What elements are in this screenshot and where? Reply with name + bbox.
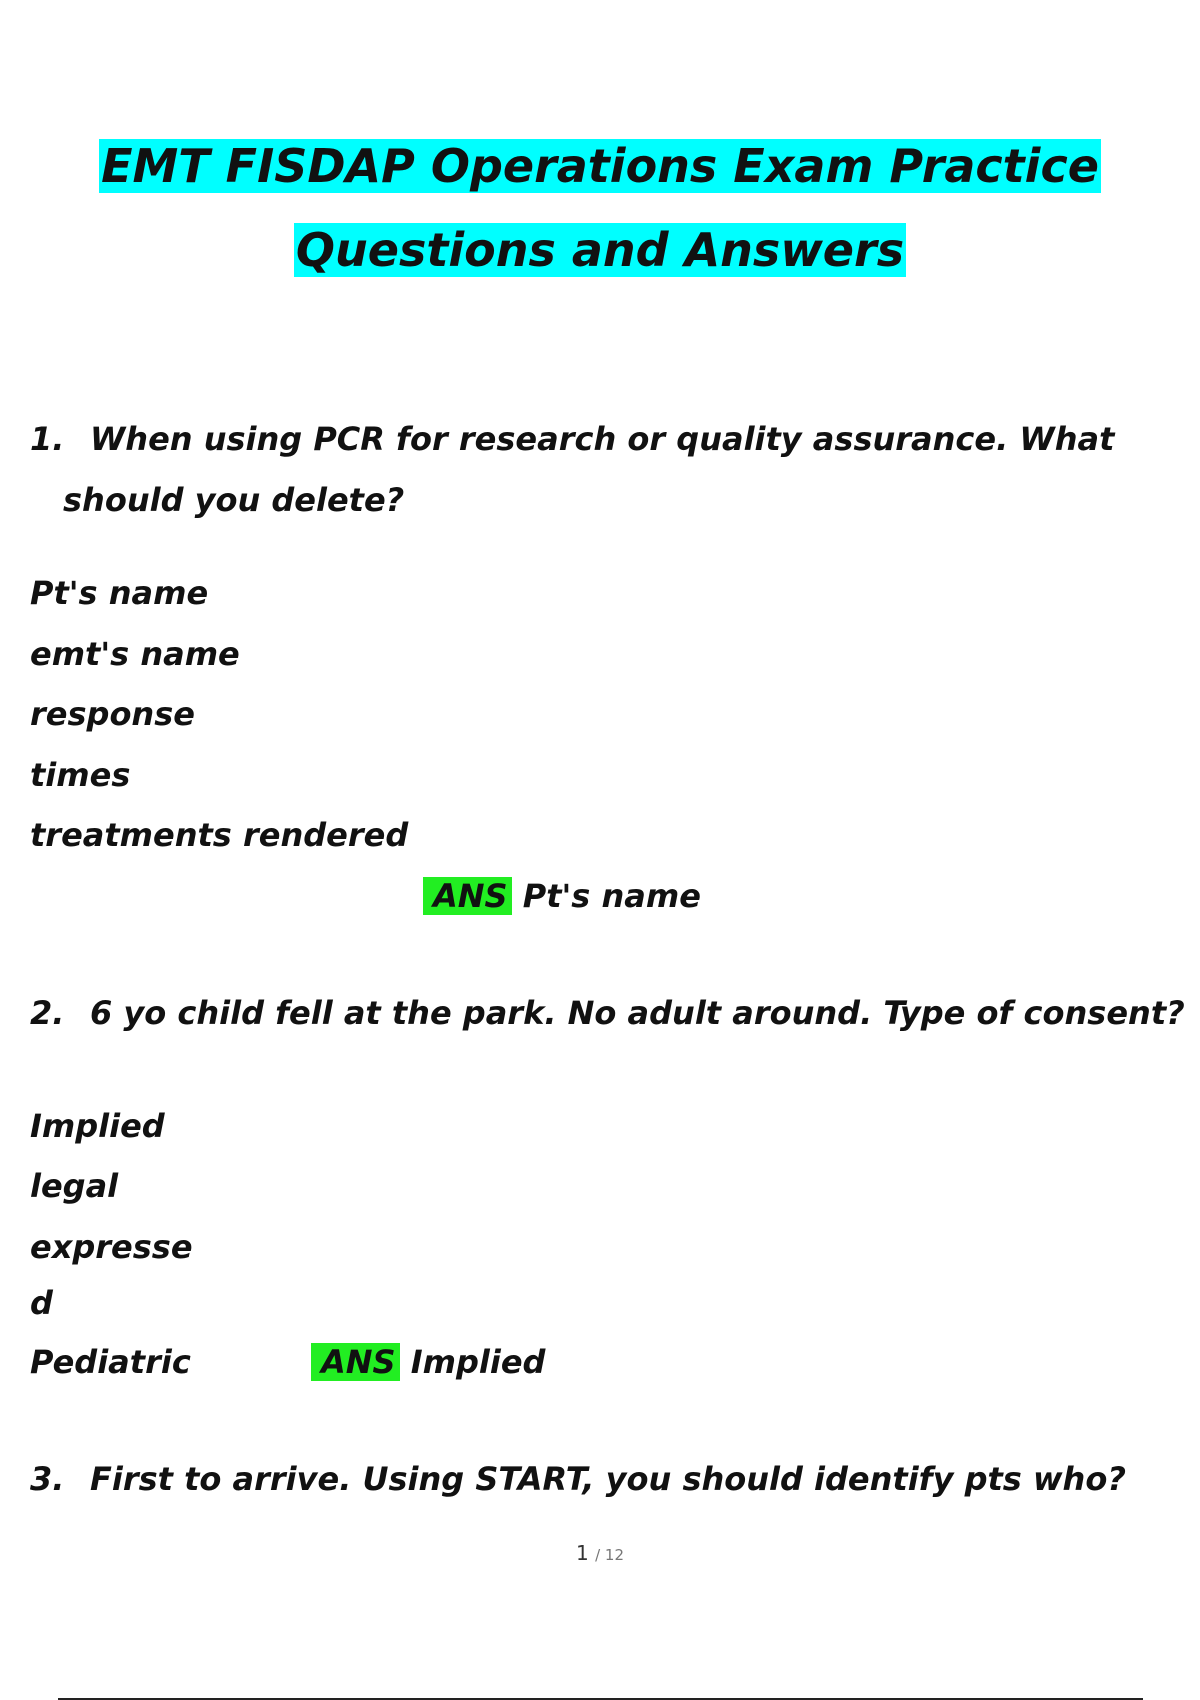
option: d xyxy=(30,1284,53,1322)
question-1-continuation: should you delete? xyxy=(63,481,405,519)
title-line-1-text: EMT FISDAP Operations Exam Practice xyxy=(101,139,1099,193)
page-total: / 12 xyxy=(595,1546,624,1564)
page-current: 1 xyxy=(575,1541,589,1565)
option: expresse xyxy=(30,1228,193,1266)
question-2 xyxy=(30,993,1185,1033)
answer-line-1 xyxy=(423,876,701,916)
question-3 xyxy=(30,1459,1126,1499)
option: emt's name xyxy=(30,635,240,673)
answer-badge: ANS xyxy=(311,1343,400,1381)
question-text: When using PCR for research or quality assurance. What xyxy=(90,420,1115,458)
question-number: 1. xyxy=(30,420,65,458)
answer-line-2 xyxy=(311,1342,545,1382)
answer-text: Implied xyxy=(410,1343,546,1381)
option: treatments rendered xyxy=(30,816,409,854)
question-text: 6 yo child fell at the park. No adult around. Type of consent? xyxy=(90,994,1185,1032)
option: Implied xyxy=(30,1107,165,1145)
option: Pt's name xyxy=(30,574,209,612)
option: times xyxy=(30,756,131,794)
answer-badge: ANS xyxy=(423,877,512,915)
option: legal xyxy=(30,1167,119,1205)
question-number: 3. xyxy=(30,1460,65,1498)
question-number: 2. xyxy=(30,994,65,1032)
answer-text: Pt's name xyxy=(522,877,701,915)
question-text: First to arrive. Using START, you should identify pts who? xyxy=(90,1460,1126,1498)
document-title-line-1 xyxy=(0,138,1200,194)
document-title-line-2 xyxy=(0,222,1200,278)
title-line-2-text: Questions and Answers xyxy=(295,223,905,277)
page-indicator xyxy=(0,1541,1200,1565)
option: Pediatric xyxy=(30,1343,191,1381)
option: response xyxy=(30,695,195,733)
question-1 xyxy=(30,419,1114,459)
